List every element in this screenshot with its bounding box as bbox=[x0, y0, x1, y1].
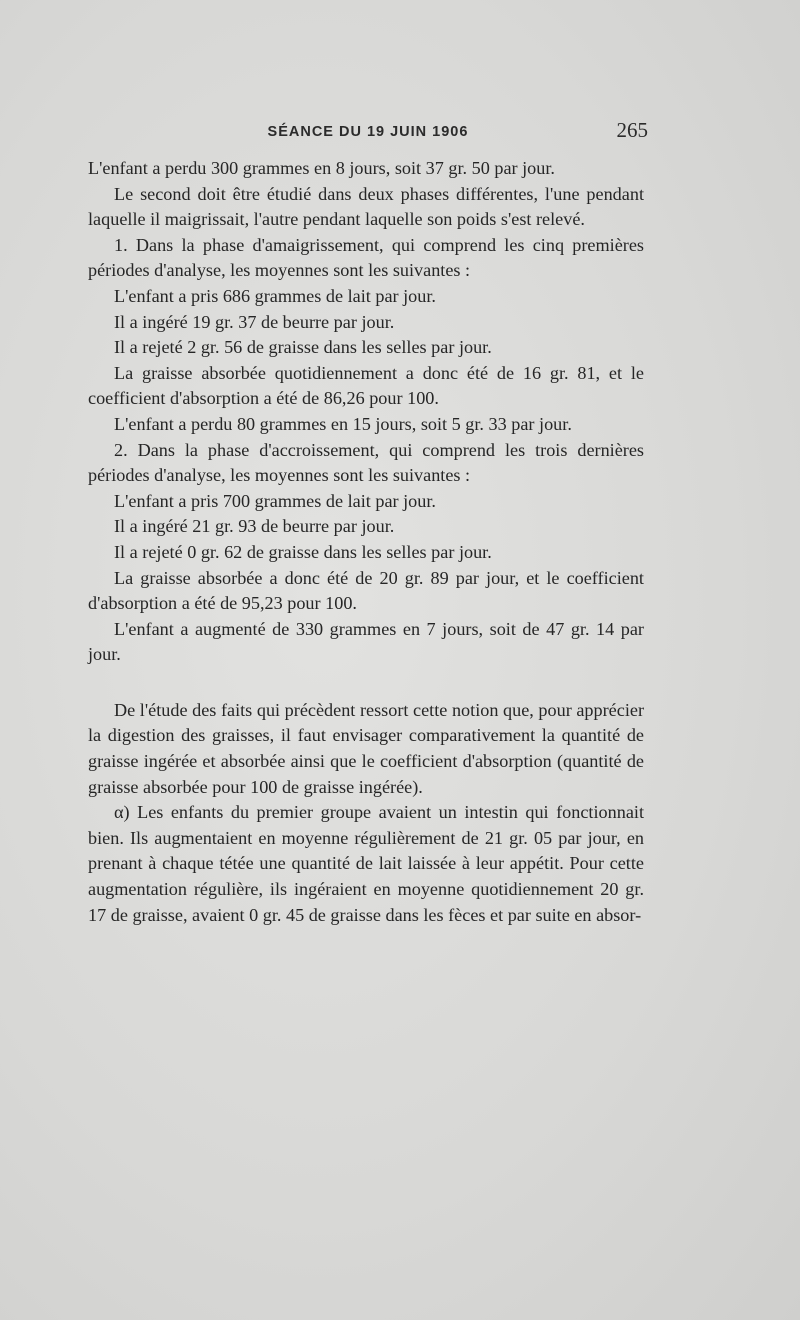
paragraph: L'enfant a pris 686 grammes de lait par jour. bbox=[114, 285, 436, 306]
page-header bbox=[88, 118, 648, 146]
running-title: SÉANCE DU 19 JUIN 1906 bbox=[267, 124, 469, 140]
paragraph: L'enfant a pris 700 grammes de lait par jour. bbox=[114, 490, 436, 511]
paragraph: La graisse absorbée quotidiennement a donc été de 16 gr. 81, et le coefficient d'absorption a été de 86,26 pour 100. bbox=[88, 362, 644, 409]
paragraph: La graisse absorbée a donc été de 20 gr. 89 par jour, et le coefficient d'absorption a été de 95,23 pour 100. bbox=[88, 567, 644, 614]
paragraph: Il a rejeté 0 gr. 62 de graisse dans les selles par jour. bbox=[114, 541, 492, 562]
paragraph: Il a rejeté 2 gr. 56 de graisse dans les selles par jour. bbox=[114, 337, 492, 358]
page-number: 265 bbox=[616, 118, 648, 142]
body-text bbox=[88, 156, 644, 928]
paragraph: Le second doit être étudié dans deux phases différentes, l'une pendant laquelle il maigrissait, l'autre pendant laquelle son poids s'est relevé. bbox=[88, 183, 644, 230]
paragraph: 2. Dans la phase d'accroissement, qui comprend les trois dernières périodes d'analyse, les moyennes sont les suivantes : bbox=[88, 439, 644, 486]
paragraph: 1. Dans la phase d'amaigrissement, qui comprend les cinq premières périodes d'analyse, les moyennes sont les suivantes : bbox=[88, 234, 644, 281]
paragraph: L'enfant a perdu 80 grammes en 15 jours, soit 5 gr. 33 par jour. bbox=[114, 413, 572, 434]
paragraph: Il a ingéré 21 gr. 93 de beurre par jour. bbox=[114, 516, 395, 537]
conclusion-paragraph: De l'étude des faits qui précèdent ressort cette notion que, pour apprécier la digestion des graisses, il faut envisager comparativement la quantité de graisse ingérée et absorbée ainsi que le coefficient d'absorption (quantité de graisse absorbée pour 100 de graisse ingérée). bbox=[88, 699, 644, 797]
section-break bbox=[88, 668, 644, 698]
conclusion-paragraph: α) Les enfants du premier groupe avaient un intestin qui fonctionnait bien. Ils augmentaient en moyenne régulièrement de 21 gr. 05 par jour, en prenant à chaque tétée une quantité de lait laissée à leur appétit. Pour cette augmentation régulière, ils ingéraient en moyenne quotidiennement 20 gr. 17 de graisse, avaient 0 gr. 45 de graisse dans les fèces et par suite en absor- bbox=[88, 802, 644, 925]
paragraph: L'enfant a perdu 300 grammes en 8 jours, soit 37 gr. 50 par jour. bbox=[88, 158, 555, 178]
paragraph: Il a ingéré 19 gr. 37 de beurre par jour. bbox=[114, 311, 395, 332]
paragraph: L'enfant a augmenté de 330 grammes en 7 jours, soit de 47 gr. 14 par jour. bbox=[88, 618, 644, 665]
